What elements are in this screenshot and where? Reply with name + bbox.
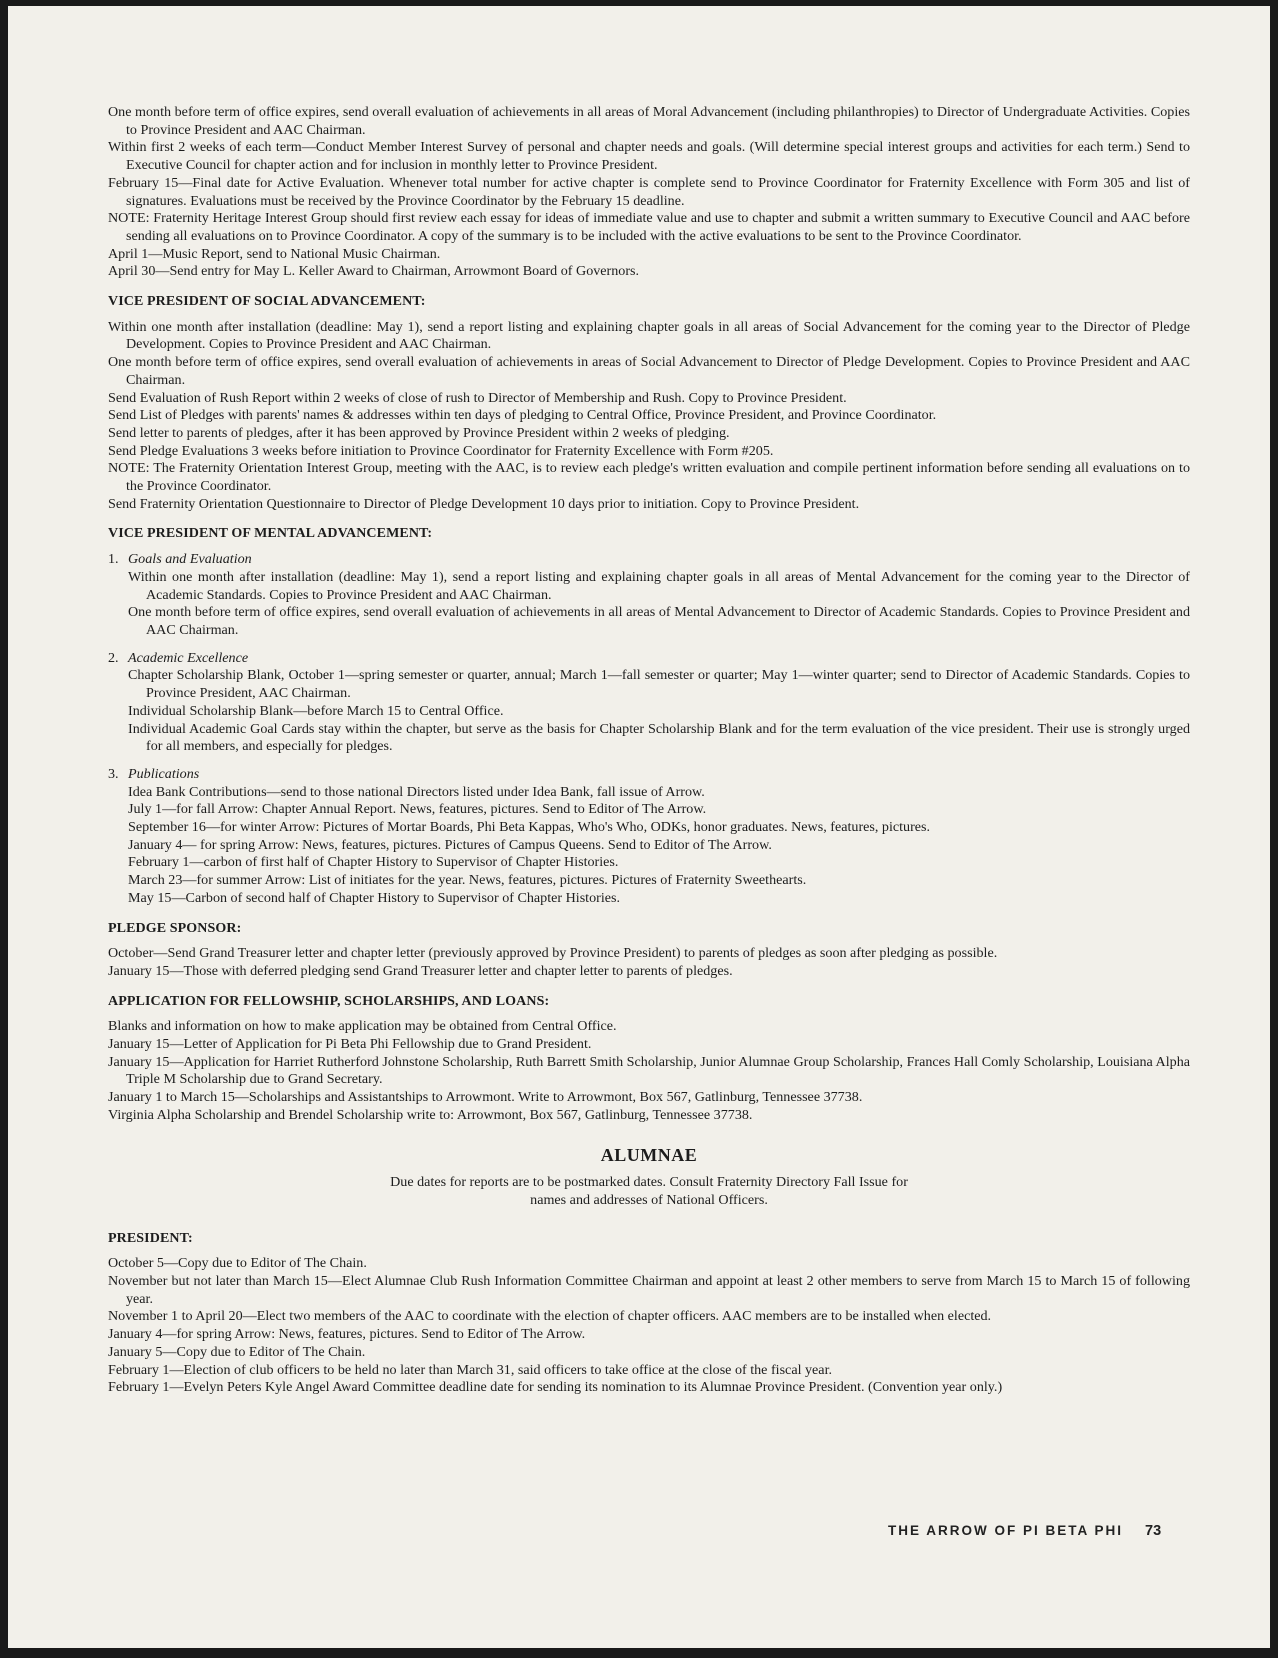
list-item: Send letter to parents of pledges, after it has been approved by Province President within 2 weeks of pledging. bbox=[108, 424, 730, 441]
list-item: January 15—Application for Harriet Rutherford Johnstone Scholarship, Ruth Barrett Smith Scholarship, Junior Alumnae Group Scholarship, Frances Hall Comly Scholarship, Louisiana Alpha Triple M Scholarship due to Grand Secretary. bbox=[108, 1053, 1190, 1088]
list-item: February 1—Evelyn Peters Kyle Angel Award Committee deadline date for sending its nomination to its Alumnae Province President. (Convention year only.) bbox=[108, 1379, 1003, 1396]
page-number: 73 bbox=[1145, 1523, 1162, 1539]
list-item: April 30—Send entry for May L. Keller Award to Chairman, Arrowmont Board of Governors. bbox=[108, 263, 640, 280]
list-item: January 15—Letter of Application for Pi Beta Phi Fellowship due to Grand President. bbox=[108, 1036, 592, 1053]
list-item: January 4—for spring Arrow: News, features, pictures. Send to Editor of The Arrow. bbox=[108, 1326, 586, 1343]
list-item: October—Send Grand Treasurer letter and chapter letter (previously approved by Province President) to parents of pledges as soon after pledging as possible. bbox=[108, 945, 998, 962]
list-item: November but not later than March 15—Elect Alumnae Club Rush Information Committee Chairman and appoint at least 2 other members to serve from March 15 to March 15 of following year. bbox=[108, 1273, 1190, 1307]
list-item: April 1—Music Report, send to National Music Chairman. bbox=[108, 245, 441, 262]
list-item: NOTE: Fraternity Heritage Interest Group should first review each essay for ideas of immediate value and use to chapter and submit a written summary to Executive Council and AAC before sending all evaluations on to Province Coordinator. A copy of the summary is to be included with the active evaluations to be sent to the Province Coordinator. bbox=[108, 210, 1190, 244]
list-item: Within one month after installation (deadline: May 1), send a report listing and explaining chapter goals in all areas of Social Advancement for the coming year to the Director of Pledge Development. Copies to Province President and AAC Chairman. bbox=[108, 318, 1190, 353]
intro-list bbox=[108, 104, 1190, 281]
list-item: January 15—Those with deferred pledging send Grand Treasurer letter and chapter letter to parents of pledges. bbox=[108, 962, 733, 979]
document-page bbox=[8, 6, 1270, 1648]
subsection-number: 2. bbox=[108, 649, 119, 666]
subsection-title: Goals and Evaluation bbox=[128, 551, 252, 568]
list-item: Within one month after installation (deadline: May 1), send a report listing and explaining chapter goals in all areas of Mental Advancement for the coming year to the Director of Academic Standards. Copies to Province President and AAC Chairman. bbox=[128, 568, 1190, 603]
list-item: July 1—for fall Arrow: Chapter Annual Report. News, features, pictures. Send to Editor of The Arrow. bbox=[128, 801, 707, 818]
list-item: October 5—Copy due to Editor of The Chain. bbox=[108, 1255, 367, 1272]
subsection-title: Academic Excellence bbox=[128, 649, 249, 666]
subsection-academic bbox=[108, 650, 1190, 756]
alumnae-note bbox=[108, 1174, 1190, 1209]
list-item: January 4— for spring Arrow: News, features, pictures. Pictures of Campus Queens. Send to Editor of The Arrow. bbox=[128, 836, 772, 853]
alumnae-note-line: names and addresses of National Officers. bbox=[530, 1191, 768, 1208]
list-item: Individual Scholarship Blank—before March 15 to Central Office. bbox=[128, 702, 504, 719]
list-item: One month before term of office expires, send overall evaluation of achievements in areas of Social Advancement to Director of Pledge Development. Copies to Province President and AAC Chairman. bbox=[108, 354, 1190, 388]
list-item: Send Evaluation of Rush Report within 2 weeks of close of rush to Director of Membership and Rush. Copy to Province President. bbox=[108, 389, 847, 406]
section-heading-social: VICE PRESIDENT OF SOCIAL ADVANCEMENT: bbox=[108, 294, 426, 310]
list-item: Send Fraternity Orientation Questionnaire to Director of Pledge Development 10 days prior to initiation. Copy to Province President. bbox=[108, 495, 860, 512]
list-item: One month before term of office expires, send overall evaluation of achievements in all areas of Mental Advancement to Director of Academic Standards. Copies to Province President and AAC Chairman. bbox=[128, 604, 1190, 638]
list-item: Idea Bank Contributions—send to those national Directors listed under Idea Bank, fall issue of Arrow. bbox=[128, 783, 705, 800]
list-item: Blanks and information on how to make application may be obtained from Central Office. bbox=[108, 1018, 617, 1035]
section-heading-fellowship: APPLICATION FOR FELLOWSHIP, SCHOLARSHIPS, AND LOANS: bbox=[108, 993, 550, 1009]
list-item: January 5—Copy due to Editor of The Chain. bbox=[108, 1343, 366, 1360]
running-title: THE ARROW OF PI BETA PHI bbox=[888, 1523, 1123, 1538]
list-item: One month before term of office expires, send overall evaluation of achievements in all areas of Moral Advancement (including philanthropies) to Director of Undergraduate Activities. Copies to Province President and AAC Chairman. bbox=[108, 104, 1190, 138]
section-heading-mental: VICE PRESIDENT OF MENTAL ADVANCEMENT: bbox=[108, 526, 433, 542]
list-item: September 16—for winter Arrow: Pictures of Mortar Boards, Phi Beta Kappas, Who's Who, ODKs, honor graduates. News, features, pictures. bbox=[128, 819, 931, 836]
subsection-publications bbox=[108, 766, 1190, 908]
list-item: May 15—Carbon of second half of Chapter History to Supervisor of Chapter Histories. bbox=[128, 889, 621, 906]
alumnae-heading: ALUMNAE bbox=[600, 1144, 698, 1165]
list-item: March 23—for summer Arrow: List of initiates for the year. News, features, pictures. Pictures of Fraternity Sweethearts. bbox=[128, 872, 807, 889]
list-item: February 1—Election of club officers to be held no later than March 31, said officers to take office at the close of the fiscal year. bbox=[108, 1361, 833, 1378]
list-item: Individual Academic Goal Cards stay within the chapter, but serve as the basis for Chapter Scholarship Blank and for the term evaluation of the vice president. Their use is strongly urged for all members, and especially for pledges. bbox=[128, 720, 1190, 755]
list-item: Virginia Alpha Scholarship and Brendel Scholarship write to: Arrowmont, Box 567, Gatlinburg, Tennessee 37738. bbox=[108, 1106, 753, 1123]
list-item: February 1—carbon of first half of Chapter History to Supervisor of Chapter Histories. bbox=[128, 854, 619, 871]
fellowship-list bbox=[108, 1018, 1190, 1124]
pledge-list bbox=[108, 945, 1190, 980]
list-item: Chapter Scholarship Blank, October 1—spring semester or quarter, annual; March 1—fall semester or quarter; May 1—winter quarter; send to Director of Academic Standards. Copies to Province President, AAC Chairman. bbox=[128, 667, 1190, 702]
list-item: January 1 to March 15—Scholarships and Assistantships to Arrowmont. Write to Arrowmont, Box 567, Gatlinburg, Tennessee 37738. bbox=[108, 1089, 863, 1106]
page-content bbox=[108, 104, 1190, 1397]
list-item: NOTE: The Fraternity Orientation Interest Group, meeting with the AAC, is to review each pledge's written evaluation and compile pertinent information before sending all evaluations on to the Province Coordinator. bbox=[108, 460, 1190, 495]
president-list bbox=[108, 1255, 1190, 1397]
list-item: February 15—Final date for Active Evaluation. Whenever total number for active chapter is complete send to Province Coordinator for Fraternity Excellence with Form 305 and list of signatures. Evaluations must be received by the Province Coordinator by the February 15 deadline. bbox=[108, 174, 1190, 209]
list-item: Send List of Pledges with parents' names & addresses within ten days of pledging to Central Office, Province President, and Province Coordinator. bbox=[108, 407, 937, 424]
page-footer bbox=[888, 1523, 1161, 1539]
list-item: Send Pledge Evaluations 3 weeks before initiation to Province Coordinator for Fraternity Excellence with Form #205. bbox=[108, 442, 774, 459]
subsection-number: 1. bbox=[108, 551, 119, 568]
social-list bbox=[108, 319, 1190, 514]
section-heading-president: PRESIDENT: bbox=[108, 1230, 193, 1246]
section-heading-pledge: PLEDGE SPONSOR: bbox=[108, 920, 242, 936]
list-item: Within first 2 weeks of each term—Conduct Member Interest Survey of personal and chapter needs and goals. (Will determine special interest groups and activities for each term.) Send to Executive Council for chapter action and for inclusion in monthly letter to Province President. bbox=[108, 139, 1190, 174]
alumnae-note-line: Due dates for reports are to be postmarked dates. Consult Fraternity Directory Fall Issue for bbox=[390, 1174, 908, 1191]
subsection-title: Publications bbox=[128, 765, 200, 782]
subsection-goals bbox=[108, 551, 1190, 640]
subsection-number: 3. bbox=[108, 765, 119, 782]
list-item: November 1 to April 20—Elect two members of the AAC to coordinate with the election of chapter officers. AAC members are to be installed when elected. bbox=[108, 1308, 992, 1325]
